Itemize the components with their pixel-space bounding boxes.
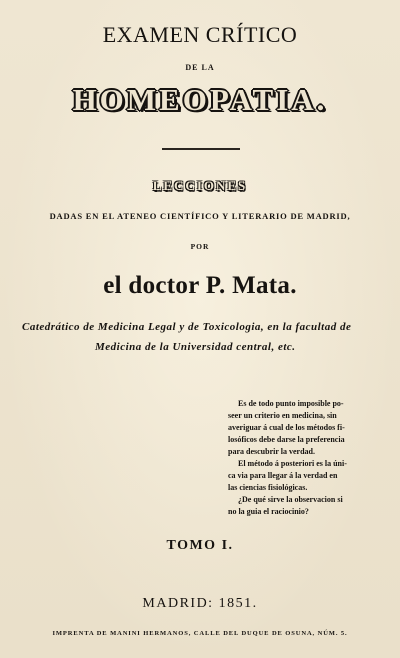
title-line-1: EXAMEN CRÍTICO <box>102 22 298 47</box>
epigraph-line: averiguar á cual de los métodos fi- <box>228 423 345 432</box>
title-connector: DE LA <box>185 63 215 72</box>
printer-imprint: IMPRENTA DE MANINI HERMANOS, CALLE DEL DUQUE DE OSUNA, NÚM. 5. <box>52 630 348 637</box>
volume-number: TOMO I. <box>166 538 234 553</box>
subtitle-lecciones: LECCIONES <box>152 178 248 193</box>
epigraph-line: seer un criterio en medicina, sin <box>228 411 337 420</box>
epigraph-line: no la guia el raciocinio? <box>228 507 309 516</box>
epigraph <box>228 398 378 518</box>
epigraph-line: ¿De qué sirve la observacion si <box>238 495 343 504</box>
epigraph-line: para descubrir la verdad. <box>228 447 315 456</box>
by-label: POR <box>190 242 210 251</box>
author-position-line-2: Medicina de la Universidad central, etc. <box>95 341 296 353</box>
epigraph-line: Es de todo punto imposible po- <box>238 399 344 408</box>
author-position-line-1: Catedrático de Medicina Legal y de Toxicologia, en la facultad de <box>22 321 352 333</box>
place-and-date: MADRID: 1851. <box>142 596 258 611</box>
epigraph-line: losóficos debe darse la preferencia <box>228 435 345 444</box>
title-divider <box>162 148 240 150</box>
title-line-2: HOMEOPATIA. <box>72 82 328 117</box>
epigraph-line: El método á posteriori es la úni- <box>238 459 347 468</box>
subtitle-venue: DADAS EN EL ATENEO CIENTÍFICO Y LITERARIO DE MADRID, <box>49 211 351 221</box>
epigraph-line: las ciencias fisiológicas. <box>228 483 308 492</box>
epigraph-line: ca via para llegar á la verdad en <box>228 471 338 480</box>
author-name: el doctor P. Mata. <box>103 272 297 299</box>
